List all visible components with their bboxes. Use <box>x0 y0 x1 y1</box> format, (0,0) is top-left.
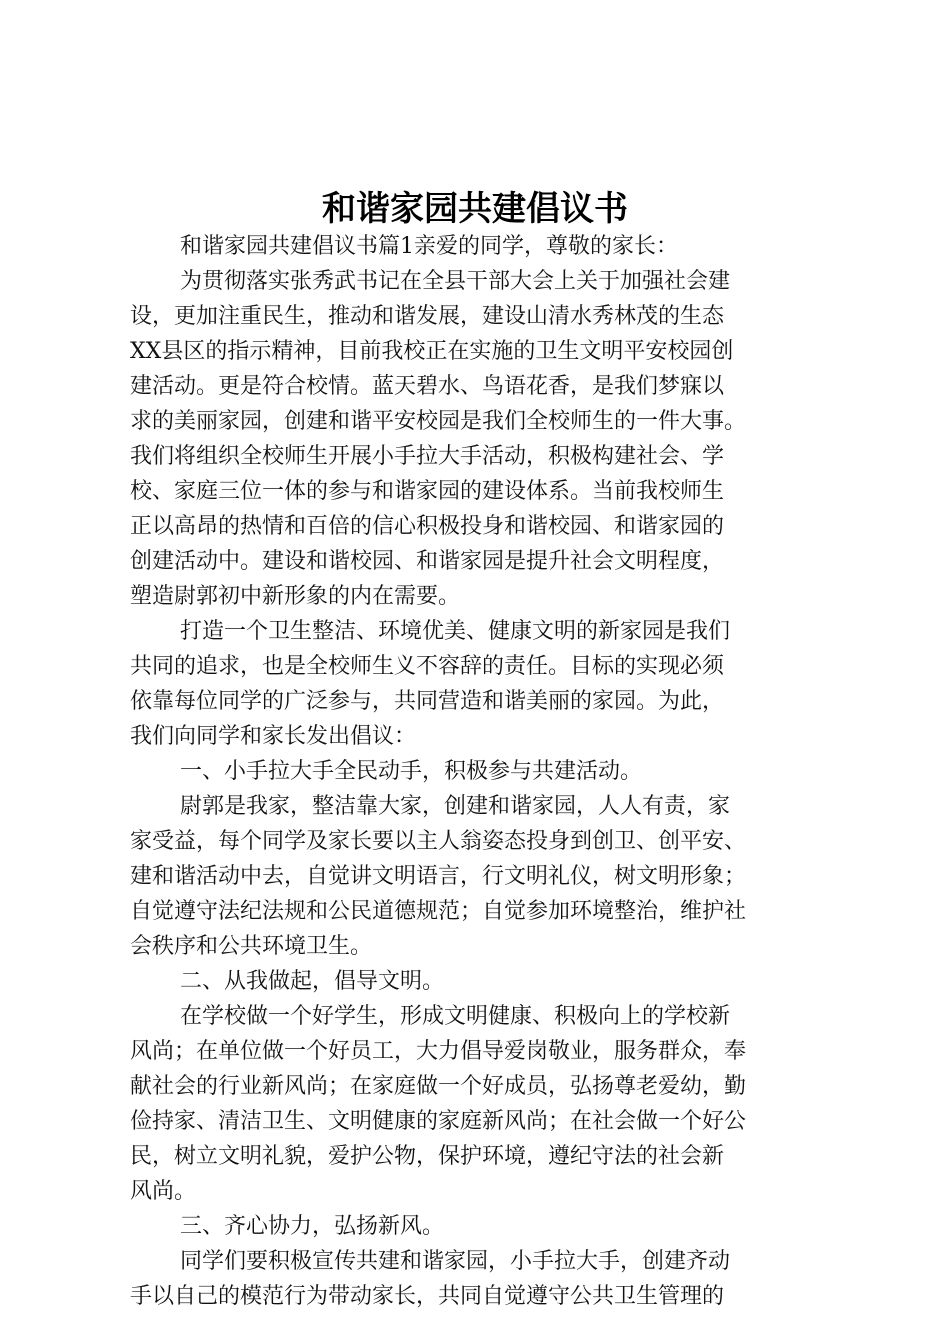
text-line: 求的美丽家园，创建和谐平安校园是我们全校师生的一件大事。 <box>130 409 747 434</box>
text-line: 在学校做一个好学生，形成文明健康、积极向上的学校新 <box>180 1004 731 1029</box>
text-line: 正以高昂的热情和百倍的信心积极投身和谐校园、和谐家园的 <box>130 514 725 539</box>
text-line: 为贯彻落实张秀武书记在全县干部大会上关于加强社会建 <box>180 269 731 294</box>
text-line: 我们将组织全校师生开展小手拉大手活动，积极构建社会、学 <box>130 444 725 469</box>
text-line: 尉郭是我家，整洁靠大家，创建和谐家园，人人有责，家 <box>180 794 731 819</box>
text-line: 设，更加注重民生，推动和谐发展，建设山清水秀林茂的生态 <box>130 304 725 329</box>
text-line: 自觉遵守法纪法规和公民道德规范；自觉参加环境整治，维护社 <box>130 899 747 924</box>
text-line: 手以自己的模范行为带动家长，共同自觉遵守公共卫生管理的 <box>130 1284 725 1309</box>
text-line: 风尚；在单位做一个好员工，大力倡导爱岗敬业，服务群众，奉 <box>130 1039 747 1064</box>
text-line: XX县区的指示精神，目前我校正在实施的卫生文明平安校园创 <box>130 339 734 364</box>
text-line: 献社会的行业新风尚；在家庭做一个好成员，弘扬尊老爱幼，勤 <box>130 1074 747 1099</box>
document-title: 和谐家园共建倡议书 <box>322 189 628 229</box>
text-line: 家受益，每个同学及家长要以主人翁姿态投身到创卫、创平安、 <box>130 829 747 854</box>
text-line: 塑造尉郭初中新形象的内在需要。 <box>130 584 461 609</box>
text-line: 二、从我做起，倡导文明。 <box>180 969 445 994</box>
text-line: 我们向同学和家长发出倡议： <box>130 724 417 749</box>
text-line: 建活动。更是符合校情。蓝天碧水、鸟语花香，是我们梦寐以 <box>130 374 725 399</box>
document-body <box>130 229 830 1314</box>
text-line: 风尚。 <box>130 1179 197 1204</box>
text-line: 建和谐活动中去，自觉讲文明语言，行文明礼仪，树文明形象； <box>130 864 747 889</box>
text-line: 和谐家园共建倡议书篇1亲爱的同学，尊敬的家长： <box>180 234 678 259</box>
text-line: 同学们要积极宣传共建和谐家园，小手拉大手，创建齐动 <box>180 1249 731 1274</box>
text-line: 会秩序和公共环境卫生。 <box>130 934 373 959</box>
text-line: 俭持家、清洁卫生、文明健康的家庭新风尚；在社会做一个好公 <box>130 1109 747 1134</box>
text-line: 三、齐心协力，弘扬新风。 <box>180 1214 445 1239</box>
text-line: 民，树立文明礼貌，爱护公物，保护环境，遵纪守法的社会新 <box>130 1144 725 1169</box>
text-line: 校、家庭三位一体的参与和谐家园的建设体系。当前我校师生 <box>130 479 725 504</box>
text-line: 打造一个卫生整洁、环境优美、健康文明的新家园是我们 <box>180 619 731 644</box>
text-line: 依靠每位同学的广泛参与，共同营造和谐美丽的家园。为此， <box>130 689 725 714</box>
text-line: 创建活动中。建设和谐校园、和谐家园是提升社会文明程度， <box>130 549 725 574</box>
text-line: 共同的追求，也是全校师生义不容辞的责任。目标的实现必须 <box>130 654 725 679</box>
text-line: 一、小手拉大手全民动手，积极参与共建活动。 <box>180 759 643 784</box>
